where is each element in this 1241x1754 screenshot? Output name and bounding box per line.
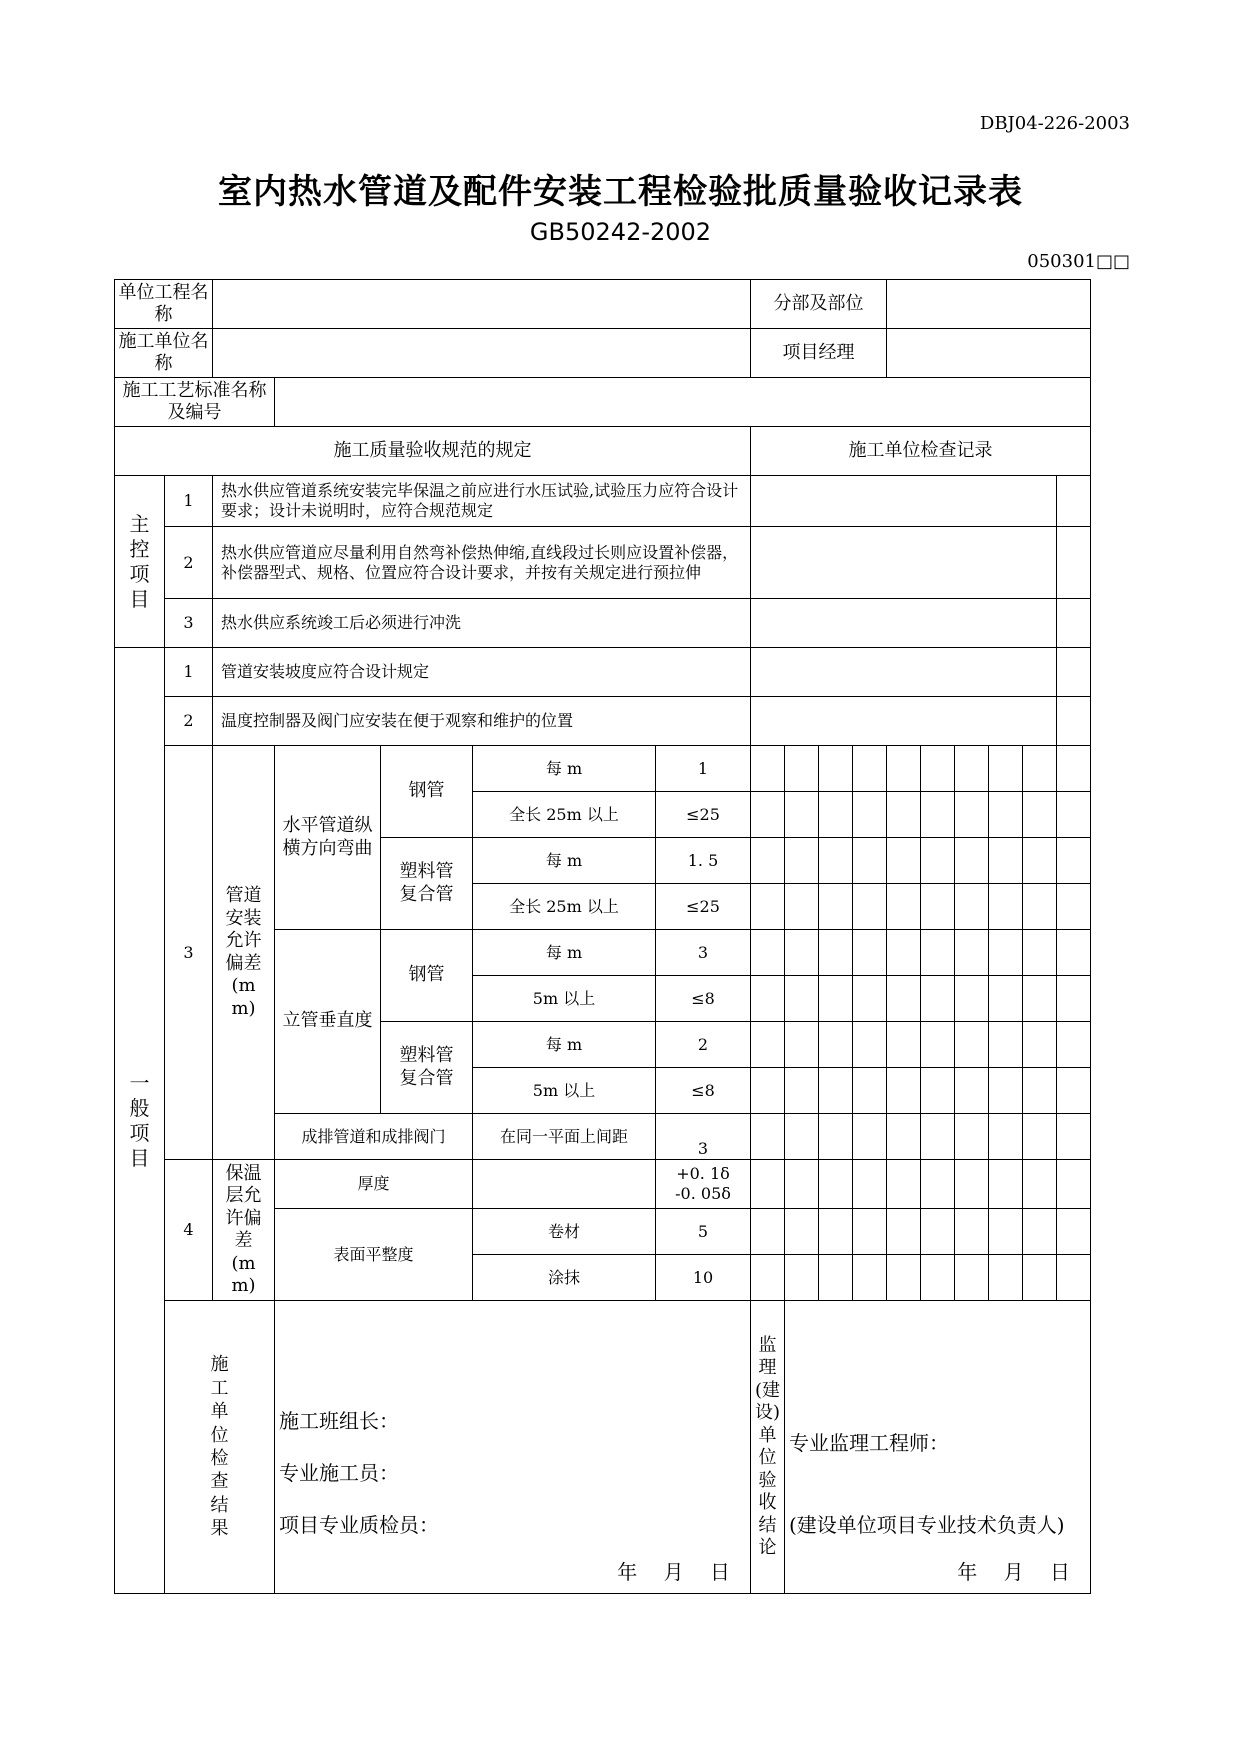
check-cell[interactable] bbox=[989, 746, 1023, 792]
check-cell[interactable] bbox=[955, 792, 989, 838]
check-cell[interactable] bbox=[751, 1114, 785, 1160]
check-cell[interactable] bbox=[819, 746, 853, 792]
check-cell[interactable] bbox=[989, 1255, 1023, 1301]
check-cell[interactable] bbox=[1023, 1022, 1057, 1068]
full-length-label: 全长 25m 以上 bbox=[473, 884, 656, 930]
check-cell[interactable] bbox=[1057, 930, 1091, 976]
check-cell[interactable] bbox=[853, 838, 887, 884]
check-cell[interactable] bbox=[1057, 1255, 1091, 1301]
check-cell[interactable] bbox=[785, 1255, 819, 1301]
check-cell[interactable] bbox=[1023, 976, 1057, 1022]
check-cell[interactable] bbox=[989, 1068, 1023, 1114]
check-cell[interactable] bbox=[989, 1209, 1023, 1255]
same-plane-label: 在同一平面上间距 bbox=[473, 1114, 656, 1160]
check-cell[interactable] bbox=[921, 746, 955, 792]
general-item-no: 2 bbox=[165, 697, 213, 746]
team-leader-label: 施工班组长： bbox=[279, 1409, 399, 1433]
check-cell[interactable] bbox=[751, 1160, 785, 1209]
check-cell[interactable] bbox=[819, 976, 853, 1022]
manager-value[interactable] bbox=[887, 329, 1091, 378]
supervision-signature-area[interactable] bbox=[785, 1301, 1091, 1594]
check-cell[interactable] bbox=[921, 1114, 955, 1160]
check-cell[interactable] bbox=[887, 1114, 921, 1160]
unit-project-value[interactable] bbox=[213, 280, 751, 329]
check-cell[interactable] bbox=[921, 884, 955, 930]
check-cell[interactable] bbox=[785, 792, 819, 838]
tolerance-value: 5 bbox=[656, 1209, 751, 1255]
record-cell[interactable] bbox=[1057, 476, 1091, 527]
check-cell[interactable] bbox=[751, 1255, 785, 1301]
check-cell[interactable] bbox=[989, 1160, 1023, 1209]
owner-rep-label: (建设单位项目专业技术负责人) bbox=[789, 1513, 1065, 1537]
record-cell[interactable] bbox=[751, 599, 1057, 648]
check-cell[interactable] bbox=[785, 976, 819, 1022]
check-cell[interactable] bbox=[853, 1255, 887, 1301]
main-item-text: 热水供应管道应尽量利用自然弯补偿热伸缩,直线段过长则应设置补偿器，补偿器型式、规格、位置应符合设计要求，并按有关规定进行预拉伸 bbox=[213, 527, 751, 599]
check-cell[interactable] bbox=[989, 976, 1023, 1022]
contractor-value[interactable] bbox=[213, 329, 751, 378]
record-cell[interactable] bbox=[751, 648, 1057, 697]
check-cell[interactable] bbox=[819, 1022, 853, 1068]
check-cell[interactable] bbox=[921, 976, 955, 1022]
check-cell[interactable] bbox=[887, 1160, 921, 1209]
check-cell[interactable] bbox=[853, 1068, 887, 1114]
check-cell[interactable] bbox=[853, 1114, 887, 1160]
steel-pipe-label: 钢管 bbox=[381, 930, 473, 1022]
tolerance-value: 2 bbox=[656, 1022, 751, 1068]
record-cell[interactable] bbox=[1057, 599, 1091, 648]
record-cell[interactable] bbox=[1057, 697, 1091, 746]
general-item-text: 管道安装坡度应符合设计规定 bbox=[213, 648, 751, 697]
per-m-label: 每 m bbox=[473, 1022, 656, 1068]
check-cell[interactable] bbox=[785, 1209, 819, 1255]
check-cell[interactable] bbox=[751, 976, 785, 1022]
check-cell[interactable] bbox=[819, 1160, 853, 1209]
manager-label: 项目经理 bbox=[751, 329, 887, 378]
flatness-label: 表面平整度 bbox=[275, 1209, 473, 1301]
check-cell[interactable] bbox=[751, 746, 785, 792]
check-cell[interactable] bbox=[785, 884, 819, 930]
contractor-label: 施工单位名称 bbox=[115, 329, 213, 378]
check-cell[interactable] bbox=[887, 792, 921, 838]
check-cell[interactable] bbox=[887, 1022, 921, 1068]
check-cell[interactable] bbox=[785, 1160, 819, 1209]
plastic-pipe-label: 塑料管复合管 bbox=[381, 838, 473, 930]
contractor-signature-area[interactable] bbox=[275, 1301, 751, 1594]
check-cell[interactable] bbox=[1057, 792, 1091, 838]
check-cell[interactable] bbox=[751, 838, 785, 884]
roll-label: 卷材 bbox=[473, 1209, 656, 1255]
check-cell[interactable] bbox=[1023, 930, 1057, 976]
check-cell[interactable] bbox=[853, 792, 887, 838]
check-cell[interactable] bbox=[1023, 1160, 1057, 1209]
per-m-label: 每 m bbox=[473, 746, 656, 792]
inspector-label: 项目专业质检员： bbox=[279, 1513, 439, 1537]
check-cell[interactable] bbox=[955, 884, 989, 930]
subdivision-label: 分部及部位 bbox=[751, 280, 887, 329]
check-cell[interactable] bbox=[989, 838, 1023, 884]
worker-label: 专业施工员： bbox=[279, 1461, 399, 1485]
main-item-no: 3 bbox=[165, 599, 213, 648]
check-cell[interactable] bbox=[785, 930, 819, 976]
check-cell[interactable] bbox=[887, 746, 921, 792]
check-cell[interactable] bbox=[785, 1114, 819, 1160]
general-item-no: 1 bbox=[165, 648, 213, 697]
tolerance-value: 10 bbox=[656, 1255, 751, 1301]
check-cell[interactable] bbox=[1023, 1068, 1057, 1114]
check-cell[interactable] bbox=[955, 1114, 989, 1160]
full-length-label: 全长 25m 以上 bbox=[473, 792, 656, 838]
check-cell[interactable] bbox=[989, 930, 1023, 976]
check-cell[interactable] bbox=[1023, 884, 1057, 930]
check-cell[interactable] bbox=[819, 1209, 853, 1255]
check-cell[interactable] bbox=[955, 746, 989, 792]
general-item-no: 4 bbox=[165, 1160, 213, 1301]
check-cell[interactable] bbox=[955, 976, 989, 1022]
check-cell[interactable] bbox=[751, 792, 785, 838]
check-cell[interactable] bbox=[853, 1022, 887, 1068]
standard-label: 施工工艺标准名称及编号 bbox=[115, 378, 275, 427]
check-cell[interactable] bbox=[819, 838, 853, 884]
check-cell[interactable] bbox=[955, 1068, 989, 1114]
general-item-no: 3 bbox=[165, 746, 213, 1160]
check-cell[interactable] bbox=[921, 930, 955, 976]
check-cell[interactable] bbox=[921, 1022, 955, 1068]
check-cell[interactable] bbox=[887, 884, 921, 930]
check-cell[interactable] bbox=[785, 1022, 819, 1068]
check-cell[interactable] bbox=[1057, 1022, 1091, 1068]
main-item-no: 2 bbox=[165, 527, 213, 599]
check-cell[interactable] bbox=[921, 1068, 955, 1114]
form-code: 050301□□ bbox=[1027, 251, 1130, 272]
per-m-label: 每 m bbox=[473, 930, 656, 976]
tolerance-value: 1. 5 bbox=[656, 838, 751, 884]
spec-header: 施工质量验收规范的规定 bbox=[115, 427, 751, 476]
main-item-text: 热水供应系统竣工后必须进行冲洗 bbox=[213, 599, 751, 648]
check-cell[interactable] bbox=[1057, 1068, 1091, 1114]
check-cell[interactable] bbox=[819, 1114, 853, 1160]
check-cell[interactable] bbox=[819, 792, 853, 838]
standard-number: DBJ04-226-2003 bbox=[979, 113, 1130, 134]
check-cell[interactable] bbox=[751, 884, 785, 930]
main-control-label: 主控项目 bbox=[115, 476, 165, 648]
row-valves-label: 成排管道和成排阀门 bbox=[275, 1114, 473, 1160]
coat-label: 涂抹 bbox=[473, 1255, 656, 1301]
tolerance-value: ≤25 bbox=[656, 884, 751, 930]
check-cell[interactable] bbox=[921, 792, 955, 838]
check-cell[interactable] bbox=[819, 1255, 853, 1301]
check-cell[interactable] bbox=[887, 1068, 921, 1114]
check-cell[interactable] bbox=[853, 1209, 887, 1255]
check-cell[interactable] bbox=[853, 884, 887, 930]
check-cell[interactable] bbox=[1023, 746, 1057, 792]
check-cell[interactable] bbox=[1057, 1114, 1091, 1160]
record-cell[interactable] bbox=[751, 476, 1057, 527]
thickness-value: +0. 1δ -0. 05δ bbox=[656, 1160, 751, 1209]
check-cell[interactable] bbox=[785, 746, 819, 792]
contractor-result-label: 施工单位检查结果 bbox=[165, 1301, 275, 1594]
check-cell[interactable] bbox=[955, 1209, 989, 1255]
check-cell[interactable] bbox=[921, 1255, 955, 1301]
check-cell[interactable] bbox=[1057, 976, 1091, 1022]
check-cell[interactable] bbox=[887, 838, 921, 884]
check-cell[interactable] bbox=[785, 838, 819, 884]
check-cell[interactable] bbox=[955, 838, 989, 884]
check-cell[interactable] bbox=[1057, 838, 1091, 884]
check-cell[interactable] bbox=[819, 930, 853, 976]
check-cell[interactable] bbox=[819, 884, 853, 930]
check-cell[interactable] bbox=[955, 1255, 989, 1301]
main-item-no: 1 bbox=[165, 476, 213, 527]
general-item-text: 温度控制器及阀门应安装在便于观察和维护的位置 bbox=[213, 697, 751, 746]
check-cell[interactable] bbox=[1023, 838, 1057, 884]
supervision-date: 年 月 日 bbox=[957, 1560, 1070, 1584]
tolerance-value: ≤25 bbox=[656, 792, 751, 838]
page-title: 室内热水管道及配件安装工程检验批质量验收记录表 bbox=[218, 172, 1023, 212]
check-cell[interactable] bbox=[1023, 1209, 1057, 1255]
steel-pipe-label: 钢管 bbox=[381, 746, 473, 838]
check-cell[interactable] bbox=[1023, 1114, 1057, 1160]
main-item-text: 热水供应管道系统安装完毕保温之前应进行水压试验,试验压力应符合设计要求；设计未说明时，应符合规范规定 bbox=[213, 476, 751, 527]
general-label: 一般项目 bbox=[115, 648, 165, 1594]
check-cell[interactable] bbox=[1057, 1209, 1091, 1255]
check-cell[interactable] bbox=[989, 884, 1023, 930]
check-cell[interactable] bbox=[1057, 746, 1091, 792]
check-cell[interactable] bbox=[751, 1022, 785, 1068]
supervision-label: 监理 (建设) 单位 验收 结论 bbox=[751, 1301, 785, 1594]
check-cell[interactable] bbox=[853, 976, 887, 1022]
check-cell[interactable] bbox=[955, 1160, 989, 1209]
record-cell[interactable] bbox=[751, 527, 1057, 599]
thickness-blank bbox=[473, 1160, 656, 1209]
check-cell[interactable] bbox=[1023, 792, 1057, 838]
check-cell[interactable] bbox=[887, 976, 921, 1022]
thickness-label: 厚度 bbox=[275, 1160, 473, 1209]
check-cell[interactable] bbox=[989, 1022, 1023, 1068]
subdivision-value[interactable] bbox=[887, 280, 1091, 329]
check-cell[interactable] bbox=[751, 1209, 785, 1255]
check-cell[interactable] bbox=[921, 838, 955, 884]
horizontal-bend-label: 水平管道纵横方向弯曲 bbox=[275, 746, 381, 930]
check-cell[interactable] bbox=[989, 1114, 1023, 1160]
tolerance-value: 3 bbox=[656, 1114, 751, 1160]
plastic-pipe-label: 塑料管复合管 bbox=[381, 1022, 473, 1114]
vertical-label: 立管垂直度 bbox=[275, 930, 381, 1114]
standard-value[interactable] bbox=[275, 378, 1091, 427]
inspection-table bbox=[114, 279, 1091, 1594]
supervisor-label: 专业监理工程师： bbox=[789, 1431, 949, 1455]
record-cell[interactable] bbox=[1057, 527, 1091, 599]
check-cell[interactable] bbox=[1023, 1255, 1057, 1301]
check-cell[interactable] bbox=[853, 930, 887, 976]
pipe-deviation-label: 管道安装允许偏差(mm) bbox=[213, 746, 275, 1160]
tolerance-value: 3 bbox=[656, 930, 751, 976]
tolerance-value: 1 bbox=[656, 746, 751, 792]
check-cell[interactable] bbox=[1057, 884, 1091, 930]
check-cell[interactable] bbox=[887, 1209, 921, 1255]
check-cell[interactable] bbox=[751, 930, 785, 976]
check-cell[interactable] bbox=[887, 1255, 921, 1301]
tolerance-value: ≤8 bbox=[656, 1068, 751, 1114]
record-header: 施工单位检查记录 bbox=[751, 427, 1091, 476]
check-cell[interactable] bbox=[785, 1068, 819, 1114]
five-m-label: 5m 以上 bbox=[473, 1068, 656, 1114]
check-cell[interactable] bbox=[853, 1160, 887, 1209]
check-cell[interactable] bbox=[989, 792, 1023, 838]
unit-project-label: 单位工程名称 bbox=[115, 280, 213, 329]
check-cell[interactable] bbox=[955, 1022, 989, 1068]
insulation-deviation-label: 保温层允许偏差(mm) bbox=[213, 1160, 275, 1301]
check-cell[interactable] bbox=[921, 1209, 955, 1255]
record-cell[interactable] bbox=[751, 697, 1057, 746]
check-cell[interactable] bbox=[887, 930, 921, 976]
check-cell[interactable] bbox=[751, 1068, 785, 1114]
record-cell[interactable] bbox=[1057, 648, 1091, 697]
check-cell[interactable] bbox=[921, 1160, 955, 1209]
check-cell[interactable] bbox=[1057, 1160, 1091, 1209]
check-cell[interactable] bbox=[819, 1068, 853, 1114]
page-subtitle: GB50242-2002 bbox=[529, 218, 712, 246]
check-cell[interactable] bbox=[955, 930, 989, 976]
per-m-label: 每 m bbox=[473, 838, 656, 884]
tolerance-value: ≤8 bbox=[656, 976, 751, 1022]
check-cell[interactable] bbox=[853, 746, 887, 792]
five-m-label: 5m 以上 bbox=[473, 976, 656, 1022]
contractor-date: 年 月 日 bbox=[617, 1560, 730, 1584]
